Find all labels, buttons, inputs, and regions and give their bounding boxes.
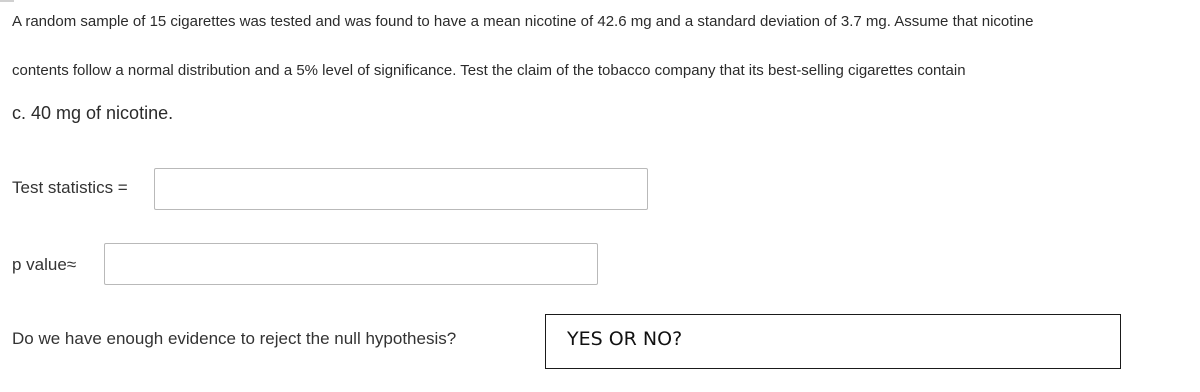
yes-no-answer-text: YES OR NO? bbox=[567, 328, 683, 350]
p-value-label: p value≈ bbox=[12, 255, 77, 274]
p-value-input[interactable] bbox=[104, 243, 598, 285]
test-statistic-label: Test statistics = bbox=[12, 178, 128, 197]
yes-no-answer-box[interactable] bbox=[545, 314, 1121, 369]
corner-divider bbox=[0, 0, 14, 2]
test-statistic-input[interactable] bbox=[154, 168, 648, 210]
question-text-line-3: c. 40 mg of nicotine. bbox=[12, 103, 174, 123]
question-text-line-2: contents follow a normal distribution and a 5% level of significance. Test the claim of the tobacco company that its best-selling cigarettes contain bbox=[12, 62, 966, 79]
question-text-line-1: A random sample of 15 cigarettes was tested and was found to have a mean nicotine of 42.6 mg and a standard deviation of 3.7 mg. Assume that nicotine bbox=[12, 13, 1034, 30]
reject-null-question-label: Do we have enough evidence to reject the null hypothesis? bbox=[12, 329, 457, 348]
